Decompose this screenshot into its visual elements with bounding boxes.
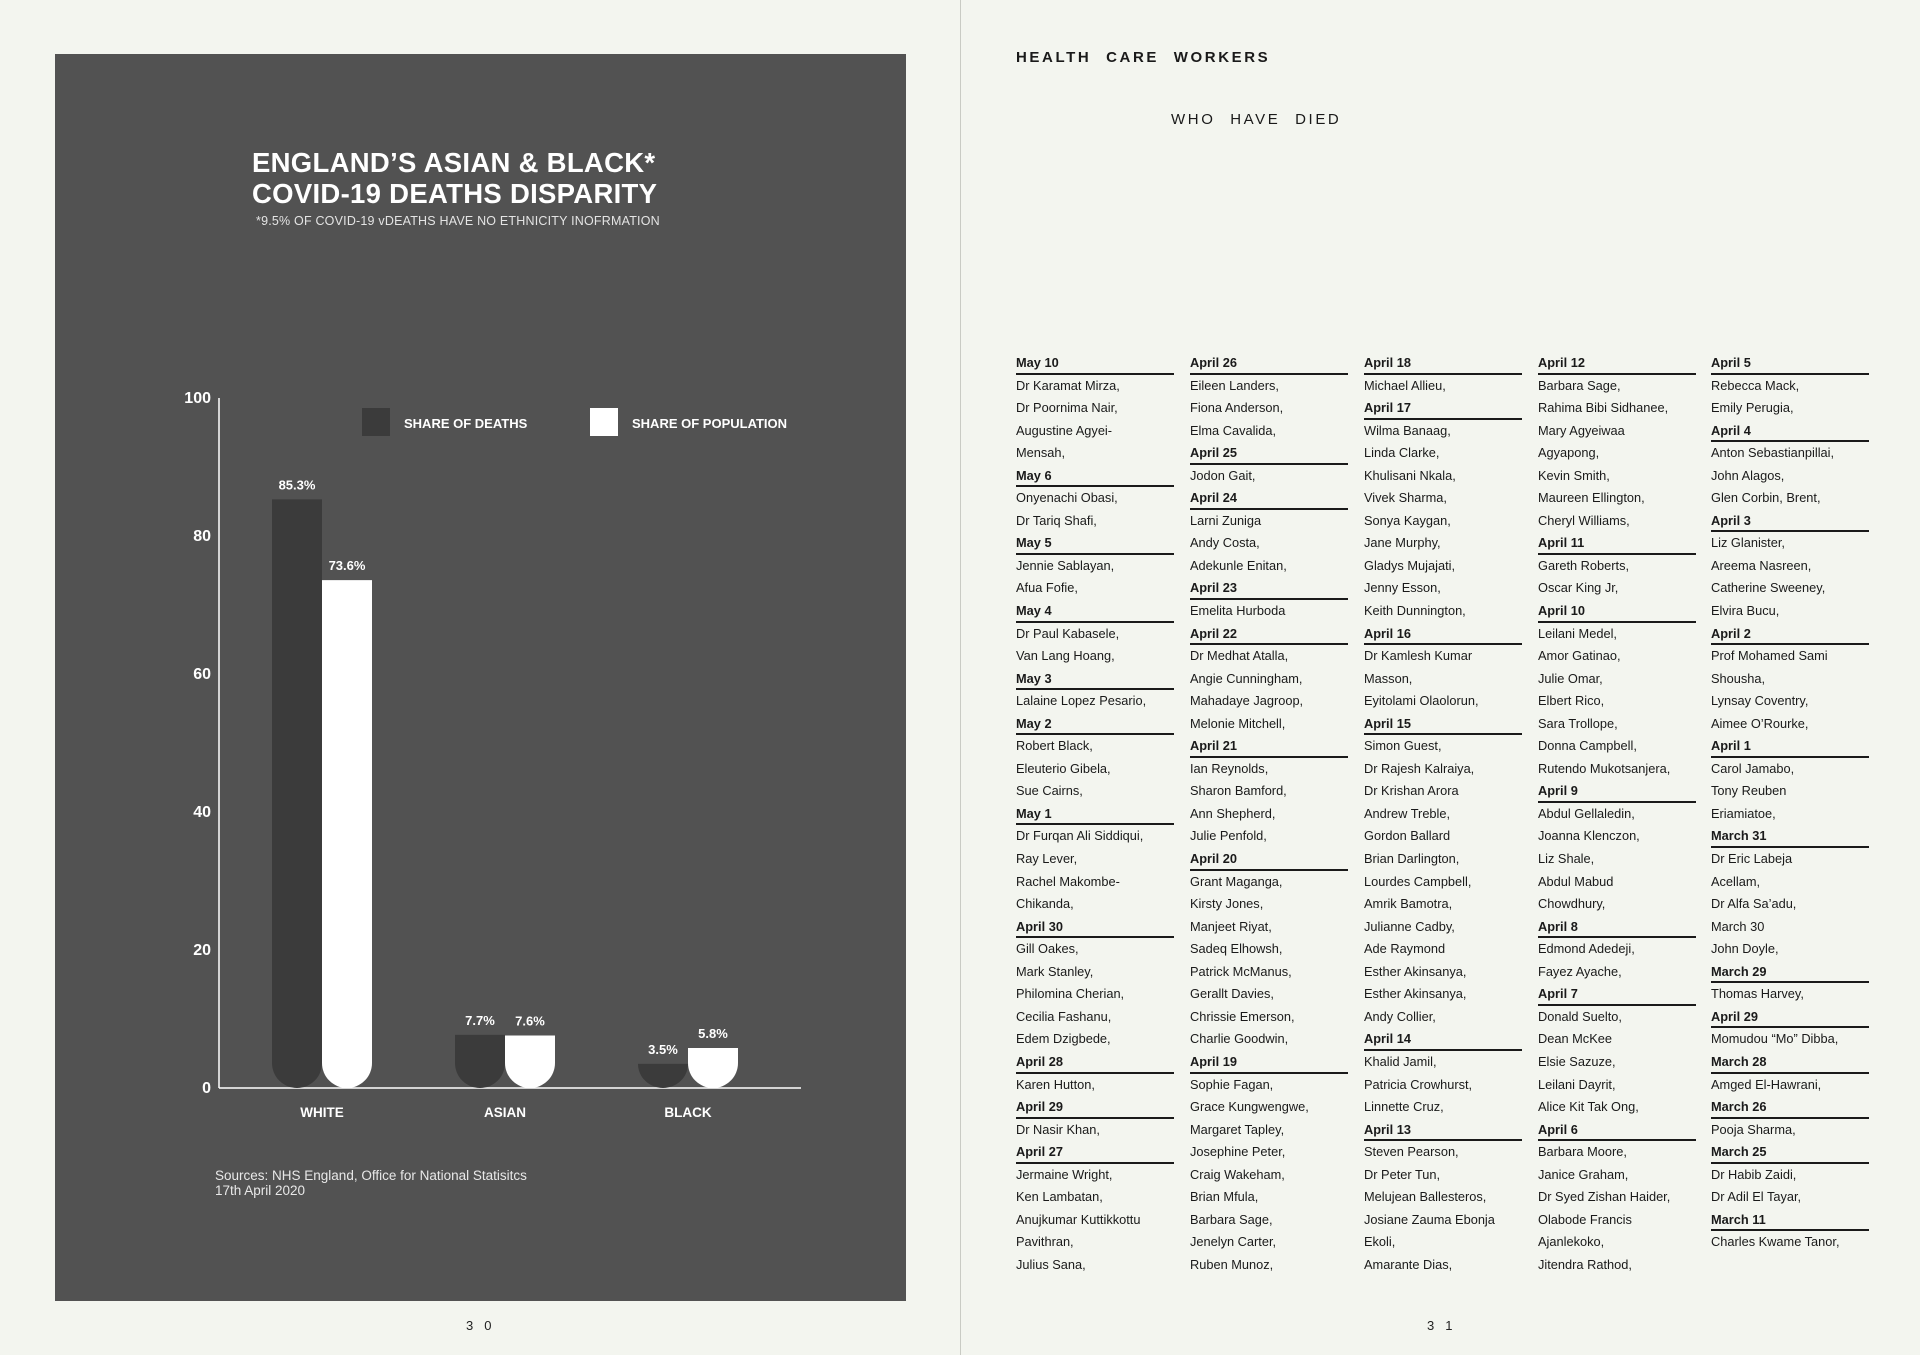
worker-name: Masson, <box>1364 670 1413 686</box>
worker-name: Rahima Bibi Sidhanee, <box>1538 400 1669 416</box>
worker-name: Andrew Treble, <box>1364 805 1451 821</box>
worker-name: Jane Murphy, <box>1364 535 1441 551</box>
worker-name: Jenelyn Carter, <box>1190 1234 1277 1250</box>
date-heading: April 7 <box>1538 983 1696 1006</box>
worker-name: Dr Krishan Arora <box>1364 783 1459 799</box>
worker-name: Patricia Crowhurst, <box>1364 1076 1473 1092</box>
date-heading: April 20 <box>1190 848 1348 871</box>
worker-name: Jermaine Wright, <box>1016 1166 1113 1182</box>
worker-name: Julie Omar, <box>1538 670 1603 686</box>
date-heading: April 15 <box>1364 713 1522 736</box>
worker-name: Abdul Gellaledin, <box>1538 805 1635 821</box>
worker-name: Tony Reuben <box>1711 783 1787 799</box>
names-column-4 <box>1538 352 1696 1276</box>
worker-name: Julius Sana, <box>1016 1256 1086 1272</box>
date-heading: April 12 <box>1538 352 1696 375</box>
worker-name: Pavithran, <box>1016 1234 1074 1250</box>
worker-name: Steven Pearson, <box>1364 1144 1459 1160</box>
worker-name: Melonie Mitchell, <box>1190 715 1286 731</box>
worker-name: Onyenachi Obasi, <box>1016 490 1118 506</box>
worker-name: Chowdhury, <box>1538 896 1606 912</box>
worker-name: Pooja Sharma, <box>1711 1121 1796 1137</box>
worker-name: Gladys Mujajati, <box>1364 557 1456 573</box>
bar-share-of-deaths-black <box>638 1064 688 1088</box>
worker-name: Josiane Zauma Ebonja <box>1364 1211 1495 1227</box>
date-heading: May 3 <box>1016 668 1174 691</box>
worker-name: Alice Kit Tak Ong, <box>1538 1099 1639 1115</box>
names-column-3 <box>1364 352 1522 1276</box>
worker-name: Adekunle Enitan, <box>1190 557 1287 573</box>
worker-name: Andy Collier, <box>1364 1008 1436 1024</box>
worker-name: Momudou “Mo” Dibba, <box>1711 1031 1839 1047</box>
worker-name: Charlie Goodwin, <box>1190 1031 1289 1047</box>
y-tick-label: 40 <box>193 804 211 821</box>
worker-name: Dr Habib Zaidi, <box>1711 1166 1797 1182</box>
worker-name: Emily Perugia, <box>1711 400 1794 416</box>
worker-name: Anujkumar Kuttikkottu <box>1016 1211 1141 1227</box>
date-heading: April 22 <box>1190 623 1348 646</box>
date-heading: April 9 <box>1538 780 1696 803</box>
worker-name: Leilani Dayrit, <box>1538 1076 1616 1092</box>
worker-name: Jitendra Rathod, <box>1538 1256 1632 1272</box>
worker-name: Dr Poornima Nair, <box>1016 400 1118 416</box>
worker-name: Liz Shale, <box>1538 851 1595 867</box>
worker-name: Dr Tariq Shafi, <box>1016 512 1097 528</box>
y-tick-label: 80 <box>193 528 211 545</box>
worker-name: Keith Dunnington, <box>1364 603 1466 619</box>
worker-name: Mensah, <box>1016 445 1066 461</box>
y-tick-label: 0 <box>202 1080 211 1097</box>
worker-name: Vivek Sharma, <box>1364 490 1447 506</box>
date-heading: May 4 <box>1016 600 1174 623</box>
bar-share-of-population-asian <box>505 1036 555 1088</box>
names-column-2 <box>1190 352 1348 1276</box>
worker-name: Barbara Moore, <box>1538 1144 1627 1160</box>
worker-name: Barbara Sage, <box>1538 377 1621 393</box>
worker-name: Dr Peter Tun, <box>1364 1166 1441 1182</box>
worker-name: Donna Campbell, <box>1538 738 1637 754</box>
y-tick-label: 100 <box>184 390 211 407</box>
worker-name: Eileen Landers, <box>1190 377 1279 393</box>
chart-title-line2: COVID-19 DEATHS DISPARITY <box>252 178 658 209</box>
worker-name: Kevin Smith, <box>1538 467 1610 483</box>
worker-name: Aimee O’Rourke, <box>1711 715 1809 731</box>
chart-title-line1: ENGLAND’S ASIAN & BLACK* <box>252 147 656 178</box>
worker-name: Mary Agyeiwaa <box>1538 422 1625 438</box>
names-column-1 <box>1016 352 1174 1276</box>
date-heading: March 26 <box>1711 1096 1869 1119</box>
sources-line1: Sources: NHS England, Office for National Statisitcs <box>215 1168 527 1183</box>
worker-name: Dr Kamlesh Kumar <box>1364 648 1473 664</box>
worker-name: Jodon Gait, <box>1190 467 1256 483</box>
x-tick-label: BLACK <box>664 1105 712 1120</box>
worker-name: Grant Maganga, <box>1190 873 1283 889</box>
y-tick-label: 20 <box>193 942 211 959</box>
date-heading: May 6 <box>1016 465 1174 488</box>
worker-name: Simon Guest, <box>1364 738 1442 754</box>
date-heading: April 1 <box>1711 735 1869 758</box>
worker-name: Eleuterio Gibela, <box>1016 760 1111 776</box>
worker-name: Abdul Mabud <box>1538 873 1614 889</box>
worker-name: Dean McKee <box>1538 1031 1612 1047</box>
worker-name: Gareth Roberts, <box>1538 557 1630 573</box>
worker-name: Linnette Cruz, <box>1364 1099 1444 1115</box>
y-tick-label: 60 <box>193 666 211 683</box>
date-heading: April 29 <box>1711 1006 1869 1029</box>
worker-name: Julie Penfold, <box>1190 828 1267 844</box>
date-heading: April 29 <box>1016 1096 1174 1119</box>
worker-name: Manjeet Riyat, <box>1190 918 1272 934</box>
worker-name: Afua Fofie, <box>1016 580 1078 596</box>
worker-name: Dr Syed Zishan Haider, <box>1538 1189 1671 1205</box>
legend-swatch-1 <box>362 408 390 436</box>
date-heading: March 28 <box>1711 1051 1869 1074</box>
worker-name: Maureen Ellington, <box>1538 490 1645 506</box>
worker-name: Margaret Tapley, <box>1190 1121 1285 1137</box>
worker-name: Dr Alfa Sa’adu, <box>1711 896 1797 912</box>
bar-share-of-deaths-white <box>272 499 322 1088</box>
worker-name: Augustine Agyei- <box>1016 422 1113 438</box>
worker-name: Dr Adil El Tayar, <box>1711 1189 1802 1205</box>
worker-name: Sophie Fagan, <box>1190 1076 1274 1092</box>
date-heading: April 16 <box>1364 623 1522 646</box>
date-heading: April 4 <box>1711 420 1869 443</box>
worker-name: Sharon Bamford, <box>1190 783 1287 799</box>
date-heading: April 28 <box>1016 1051 1174 1074</box>
date-heading: April 6 <box>1538 1119 1696 1142</box>
worker-name: March 30 <box>1711 918 1765 934</box>
worker-name: Michael Allieu, <box>1364 377 1446 393</box>
date-heading: April 18 <box>1364 352 1522 375</box>
worker-name: Cecilia Fashanu, <box>1016 1008 1112 1024</box>
names-column-5 <box>1711 352 1869 1254</box>
data-label: 7.6% <box>515 1013 545 1029</box>
worker-name: Sara Trollope, <box>1538 715 1618 731</box>
worker-name: Janice Graham, <box>1538 1166 1629 1182</box>
worker-name: Gordon Ballard <box>1364 828 1451 844</box>
date-heading: April 5 <box>1711 352 1869 375</box>
worker-name: Grace Kungwengwe, <box>1190 1099 1309 1115</box>
date-heading: March 31 <box>1711 825 1869 848</box>
worker-name: Philomina Cherian, <box>1016 986 1125 1002</box>
worker-name: Dr Nasir Khan, <box>1016 1121 1100 1137</box>
worker-name: Lourdes Campbell, <box>1364 873 1472 889</box>
worker-name: Edmond Adedeji, <box>1538 941 1635 957</box>
worker-name: Mahadaye Jagroop, <box>1190 693 1304 709</box>
date-heading: April 10 <box>1538 600 1696 623</box>
worker-name: Amor Gatinao, <box>1538 648 1621 664</box>
worker-name: Brian Darlington, <box>1364 851 1460 867</box>
data-label: 3.5% <box>648 1041 678 1057</box>
right-heading-line1: HEALTH CARE WORKERS <box>1016 49 1271 66</box>
date-heading: April 17 <box>1364 397 1522 420</box>
worker-name: Anton Sebastianpillai, <box>1711 445 1835 461</box>
worker-name: Ade Raymond <box>1364 941 1446 957</box>
data-label: 73.6% <box>328 558 366 574</box>
worker-name: Dr Eric Labeja <box>1711 851 1793 867</box>
worker-name: Donald Suelto, <box>1538 1008 1622 1024</box>
date-heading: April 8 <box>1538 916 1696 939</box>
worker-name: Gerallt Davies, <box>1190 986 1274 1002</box>
worker-name: Glen Corbin, Brent, <box>1711 490 1821 506</box>
worker-name: Agyapong, <box>1538 445 1600 461</box>
worker-name: Elbert Rico, <box>1538 693 1605 709</box>
worker-name: Elsie Sazuze, <box>1538 1053 1616 1069</box>
bar-chart <box>55 54 906 1301</box>
worker-name: Oscar King Jr, <box>1538 580 1619 596</box>
data-label: 7.7% <box>465 1012 495 1028</box>
worker-name: Thomas Harvey, <box>1711 986 1804 1002</box>
worker-name: Wilma Banaag, <box>1364 422 1451 438</box>
worker-name: Brian Mfula, <box>1190 1189 1259 1205</box>
worker-name: Robert Black, <box>1016 738 1093 754</box>
date-heading: April 3 <box>1711 510 1869 533</box>
worker-name: John Doyle, <box>1711 941 1779 957</box>
worker-name: Ajanlekoko, <box>1538 1234 1605 1250</box>
worker-name: Rutendo Mukotsanjera, <box>1538 760 1671 776</box>
worker-name: Eriamiatoe, <box>1711 805 1776 821</box>
date-heading: April 25 <box>1190 442 1348 465</box>
date-heading: April 14 <box>1364 1028 1522 1051</box>
worker-name: Patrick McManus, <box>1190 963 1292 979</box>
worker-name: Cheryl Williams, <box>1538 512 1630 528</box>
worker-name: Shousha, <box>1711 670 1766 686</box>
worker-name: Ray Lever, <box>1016 851 1078 867</box>
worker-name: Melujean Ballesteros, <box>1364 1189 1487 1205</box>
worker-name: Ekoli, <box>1364 1234 1396 1250</box>
worker-name: Amarante Dias, <box>1364 1256 1453 1272</box>
worker-name: Elvira Bucu, <box>1711 603 1780 619</box>
sources-note <box>215 1168 527 1198</box>
legend-label-1: SHARE OF DEATHS <box>404 416 528 431</box>
date-heading: April 23 <box>1190 577 1348 600</box>
date-heading: April 27 <box>1016 1141 1174 1164</box>
worker-name: Acellam, <box>1711 873 1761 889</box>
worker-name: Areema Nasreen, <box>1711 557 1812 573</box>
bar-share-of-population-white <box>322 580 372 1088</box>
worker-name: Craig Wakeham, <box>1190 1166 1285 1182</box>
chart-subtitle: *9.5% OF COVID-19 vDEATHS HAVE NO ETHNICITY INOFRMATION <box>256 214 660 228</box>
worker-name: Charles Kwame Tanor, <box>1711 1234 1840 1250</box>
date-heading: April 24 <box>1190 487 1348 510</box>
date-heading: March 11 <box>1711 1209 1869 1232</box>
date-heading: April 13 <box>1364 1119 1522 1142</box>
date-heading: April 2 <box>1711 623 1869 646</box>
worker-name: Sonya Kaygan, <box>1364 512 1451 528</box>
worker-name: Esther Akinsanya, <box>1364 963 1467 979</box>
x-tick-label: WHITE <box>300 1105 344 1120</box>
worker-name: Josephine Peter, <box>1190 1144 1286 1160</box>
worker-name: Catherine Sweeney, <box>1711 580 1826 596</box>
worker-name: Ken Lambatan, <box>1016 1189 1103 1205</box>
worker-name: Van Lang Hoang, <box>1016 648 1115 664</box>
worker-name: Esther Akinsanya, <box>1364 986 1467 1002</box>
worker-name: Sadeq Elhowsh, <box>1190 941 1283 957</box>
sources-line2: 17th April 2020 <box>215 1183 306 1198</box>
worker-name: Olabode Francis <box>1538 1211 1632 1227</box>
worker-name: Barbara Sage, <box>1190 1211 1273 1227</box>
x-tick-label: ASIAN <box>483 1105 527 1120</box>
worker-name: Mark Stanley, <box>1016 963 1094 979</box>
worker-name: Dr Karamat Mirza, <box>1016 377 1120 393</box>
worker-name: Jennie Sablayan, <box>1016 557 1115 573</box>
date-heading: April 30 <box>1016 916 1174 939</box>
date-heading: April 11 <box>1538 532 1696 555</box>
worker-name: Amrik Bamotra, <box>1364 896 1453 912</box>
page-number-right: 31 <box>1427 1318 1464 1333</box>
date-heading: May 5 <box>1016 532 1174 555</box>
worker-name: Leilani Medel, <box>1538 625 1617 641</box>
worker-name: Eyitolami Olaolorun, <box>1364 693 1479 709</box>
worker-name: Larni Zuniga <box>1190 512 1262 528</box>
chart-panel <box>55 54 906 1301</box>
worker-name: Angie Cunningham, <box>1190 670 1303 686</box>
date-heading: April 19 <box>1190 1051 1348 1074</box>
legend-swatch-2 <box>590 408 618 436</box>
worker-name: Andy Costa, <box>1190 535 1260 551</box>
right-heading-line2: WHO HAVE DIED <box>1171 111 1342 128</box>
date-heading: March 29 <box>1711 961 1869 984</box>
worker-name: John Alagos, <box>1711 467 1785 483</box>
worker-name: Lynsay Coventry, <box>1711 693 1809 709</box>
date-heading: April 21 <box>1190 735 1348 758</box>
worker-name: Ruben Munoz, <box>1190 1256 1274 1272</box>
worker-name: Gill Oakes, <box>1016 941 1079 957</box>
page-number-left: 30 <box>466 1318 503 1333</box>
worker-name: Karen Hutton, <box>1016 1076 1095 1092</box>
worker-name: Dr Furqan Ali Siddiqui, <box>1016 828 1144 844</box>
worker-name: Khalid Jamil, <box>1364 1053 1437 1069</box>
data-label: 5.8% <box>698 1025 728 1041</box>
date-heading: May 1 <box>1016 803 1174 826</box>
worker-name: Edem Dzigbede, <box>1016 1031 1111 1047</box>
worker-name: Ann Shepherd, <box>1190 805 1276 821</box>
worker-name: Dr Paul Kabasele, <box>1016 625 1120 641</box>
worker-name: Chrissie Emerson, <box>1190 1008 1295 1024</box>
worker-name: Khulisani Nkala, <box>1364 467 1456 483</box>
worker-name: Carol Jamabo, <box>1711 760 1795 776</box>
legend-label-2: SHARE OF POPULATION <box>632 416 788 431</box>
worker-name: Jenny Esson, <box>1364 580 1441 596</box>
worker-name: Emelita Hurboda <box>1190 603 1286 619</box>
worker-name: Prof Mohamed Sami <box>1711 648 1828 664</box>
bar-share-of-deaths-asian <box>455 1035 505 1088</box>
worker-name: Dr Medhat Atalla, <box>1190 648 1289 664</box>
worker-name: Ian Reynolds, <box>1190 760 1269 776</box>
date-heading: March 25 <box>1711 1141 1869 1164</box>
worker-name: Dr Rajesh Kalraiya, <box>1364 760 1475 776</box>
date-heading: April 26 <box>1190 352 1348 375</box>
bar-share-of-population-black <box>688 1048 738 1088</box>
data-label: 85.3% <box>278 477 316 493</box>
worker-name: Julianne Cadby, <box>1364 918 1455 934</box>
worker-name: Fiona Anderson, <box>1190 400 1284 416</box>
worker-name: Joanna Klenczon, <box>1538 828 1640 844</box>
date-heading: May 10 <box>1016 352 1174 375</box>
date-heading: May 2 <box>1016 713 1174 736</box>
worker-name: Liz Glanister, <box>1711 535 1785 551</box>
worker-name: Fayez Ayache, <box>1538 963 1622 979</box>
worker-name: Elma Cavalida, <box>1190 422 1277 438</box>
worker-name: Rachel Makombe- <box>1016 873 1120 889</box>
worker-name: Amged El-Hawrani, <box>1711 1076 1822 1092</box>
worker-name: Chikanda, <box>1016 896 1074 912</box>
worker-name: Linda Clarke, <box>1364 445 1440 461</box>
worker-name: Lalaine Lopez Pesario, <box>1016 693 1147 709</box>
worker-name: Sue Cairns, <box>1016 783 1083 799</box>
worker-name: Rebecca Mack, <box>1711 377 1800 393</box>
worker-name: Kirsty Jones, <box>1190 896 1264 912</box>
page-divider <box>960 0 961 1355</box>
